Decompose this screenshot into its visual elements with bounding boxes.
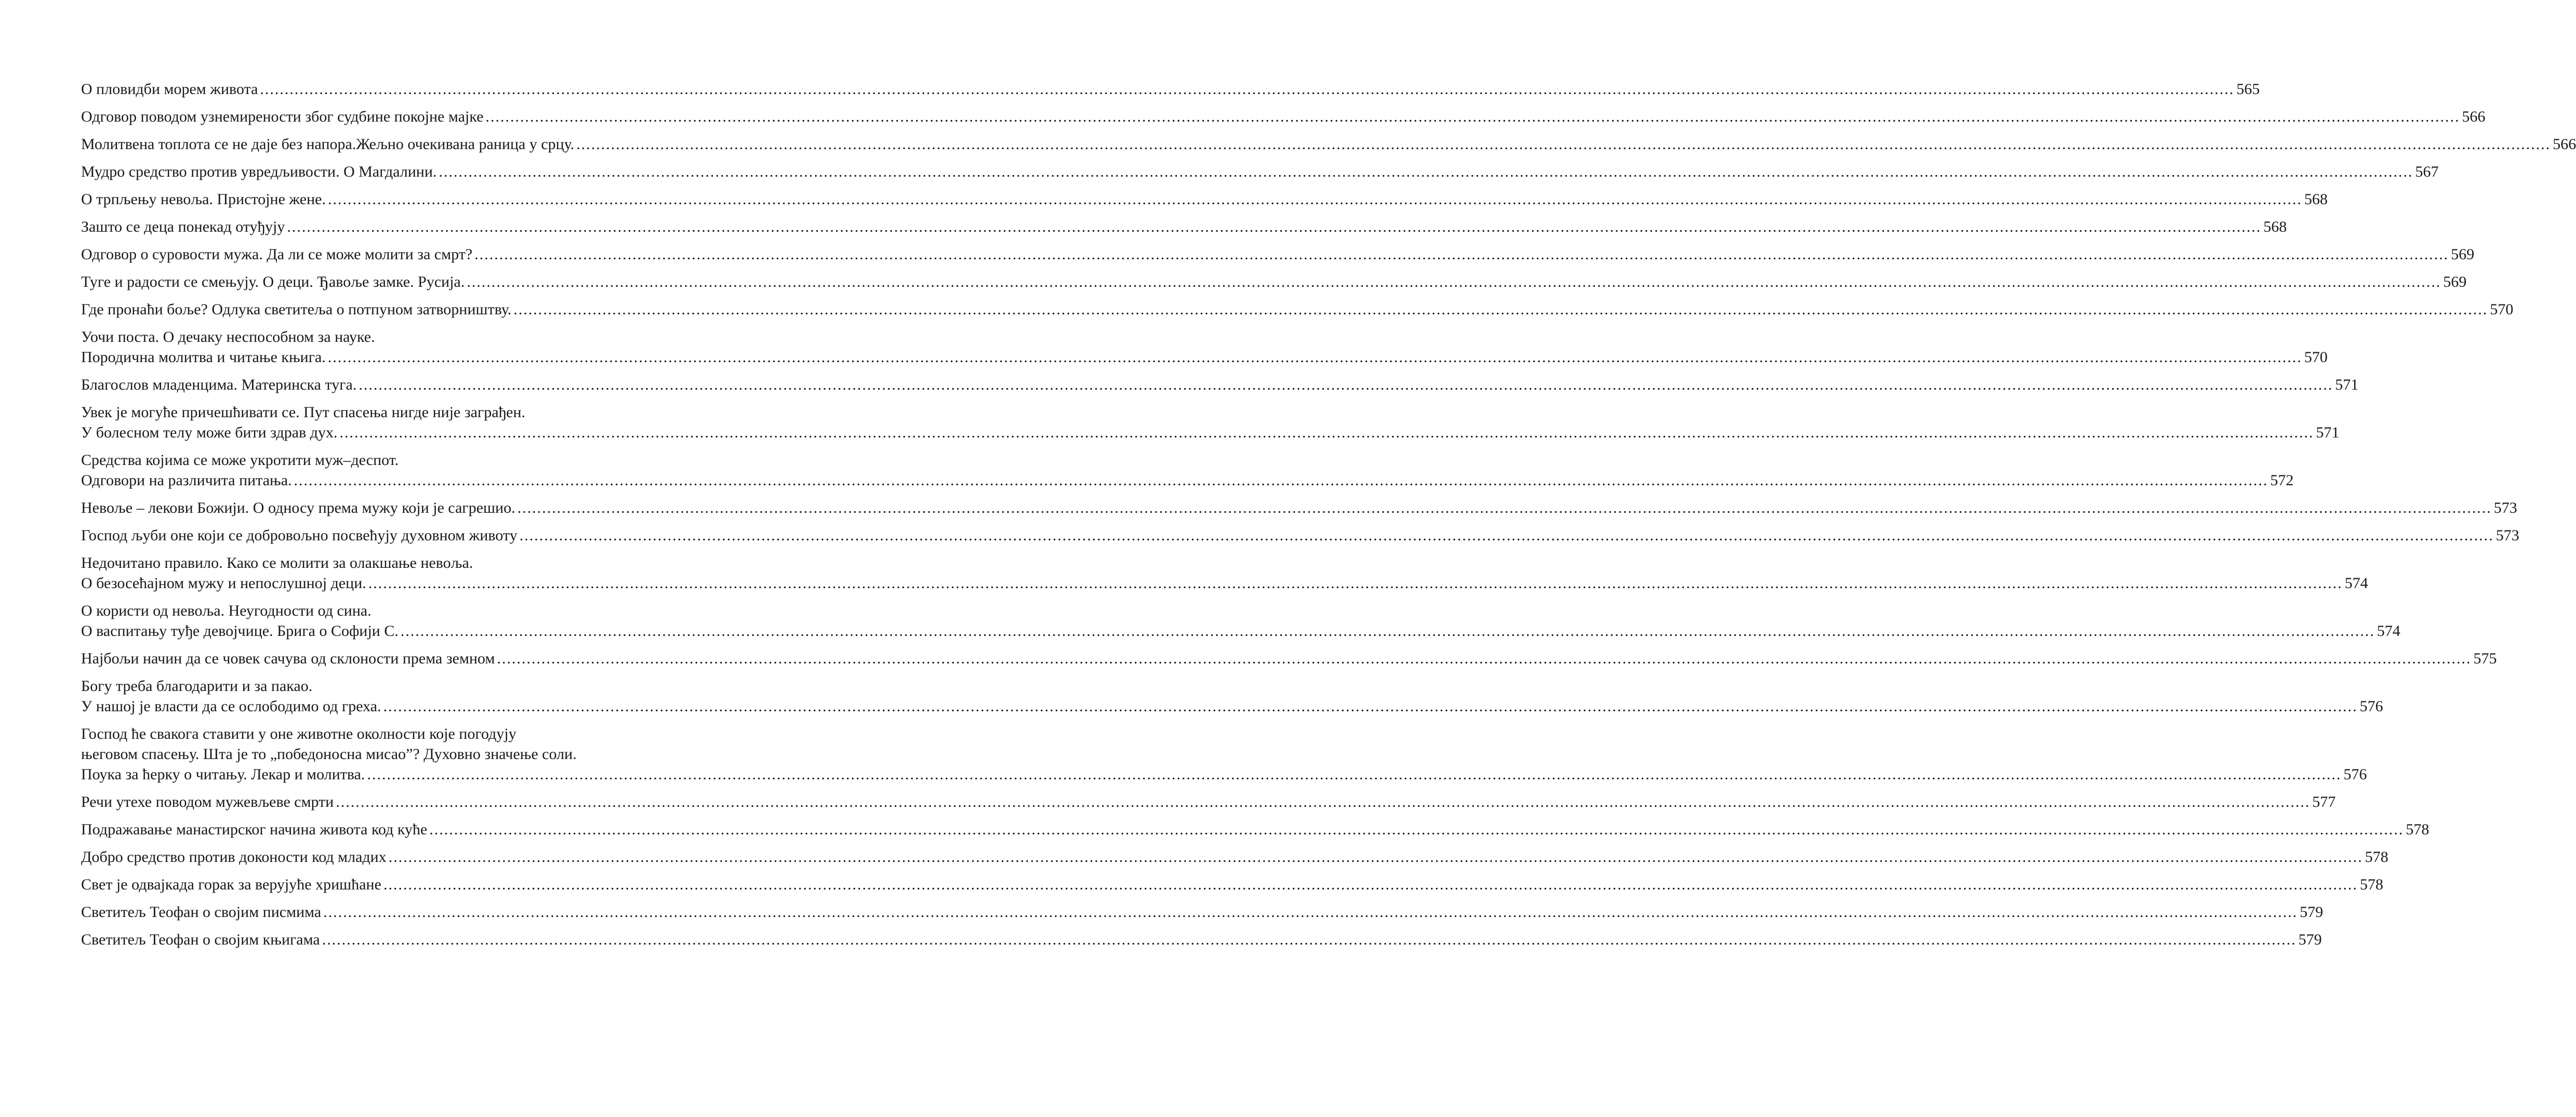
toc-entry-row <box>81 792 2336 812</box>
toc-entry-title-line: Поука за ћерку о читању. Лекар и молитва. <box>81 766 365 783</box>
toc-entry <box>81 299 2514 320</box>
dot-leader: ................................................................................................................................................................................................................................................................................................................................................................................................................ <box>519 527 2494 544</box>
toc-entry-title-line: Недочитано правило. Како се молити за олакшање невоља. <box>81 554 473 571</box>
toc-entry-row <box>81 819 2429 840</box>
toc-entry-page-number: 565 <box>2236 81 2260 98</box>
toc-entry-page-number: 572 <box>2270 472 2294 489</box>
toc-entry-page-number: 577 <box>2312 793 2336 810</box>
toc-entry-page-number: 574 <box>2376 622 2400 640</box>
toc-entry <box>81 79 2260 99</box>
toc-entry <box>81 162 2439 182</box>
toc-entry-row <box>81 375 2359 395</box>
toc-entry-row <box>81 272 2467 292</box>
dot-leader: ................................................................................................................................................................................................................................................................................................................................................................................................................ <box>336 793 2311 810</box>
toc-entry-row <box>81 696 2383 716</box>
dot-leader: ................................................................................................................................................................................................................................................................................................................................................................................................................ <box>294 472 2268 489</box>
toc-entry-page-number: 574 <box>2344 575 2368 592</box>
toc-entry-title-line: његовом спасењу. Шта је то „победоносна мисао”? Духовно значење соли. <box>81 746 577 763</box>
toc-entry-page-number: 571 <box>2335 376 2359 393</box>
toc-entry <box>81 134 2576 154</box>
dot-leader: ................................................................................................................................................................................................................................................................................................................................................................................................................ <box>323 903 2298 921</box>
toc-entry-title-line: Господ љуби оне који се добровољно посвећују духовном животу <box>81 527 517 544</box>
toc-entry-page-number: 568 <box>2304 191 2328 208</box>
toc-entry-row <box>81 217 2287 237</box>
toc-entry-page-number: 578 <box>2365 848 2388 866</box>
toc-entry-title-line: Одговор о суровости мужа. Да ли се може молити за смрт? <box>81 246 473 263</box>
toc-entry-page-number: 571 <box>2316 424 2340 441</box>
toc-entry-title-line: Увек је могуће причешћивати се. Пут спасења нигде није заграђен. <box>81 404 525 421</box>
toc-entry-title-line: Светитељ Теофан о својим књигама <box>81 931 320 948</box>
toc-entry-title-line: Уочи поста. О дечаку неспособном за науке. <box>81 328 375 345</box>
toc-entry-row <box>81 134 2576 154</box>
toc-entry-page-number: 569 <box>2451 246 2475 263</box>
toc-entry-row <box>81 874 2383 895</box>
toc-entry <box>81 327 2328 367</box>
toc-entry-title-line: Породична молитва и читање књига. <box>81 349 326 366</box>
toc-entry <box>81 724 2367 784</box>
toc-entry-title-line: Богу треба благодарити и за пакао. <box>81 677 313 695</box>
dot-leader: ................................................................................................................................................................................................................................................................................................................................................................................................................ <box>327 191 2302 208</box>
dot-leader: ................................................................................................................................................................................................................................................................................................................................................................................................................ <box>517 499 2492 516</box>
table-of-contents <box>81 79 2576 957</box>
toc-entry-row <box>81 764 2367 784</box>
toc-entry-row <box>81 498 2517 518</box>
toc-entry-row <box>81 525 2519 546</box>
toc-entry-title-line: Туге и радости се смењују. О деци. Ђавоље замке. Русија. <box>81 273 465 290</box>
toc-entry-row <box>81 299 2514 320</box>
toc-entry-title-line: Благослов младенцима. Материнска туга. <box>81 376 357 393</box>
toc-entry-page-number: 573 <box>2495 527 2519 544</box>
toc-entry-row <box>81 347 2328 367</box>
dot-leader: ................................................................................................................................................................................................................................................................................................................................................................................................................ <box>467 273 2441 290</box>
toc-entry <box>81 525 2519 546</box>
toc-entry-page-number: 573 <box>2493 499 2517 516</box>
toc-entry-title-line: Речи утехе поводом мужевљеве смрти <box>81 793 334 810</box>
toc-entry-page-number: 566 <box>2553 136 2576 153</box>
toc-entry <box>81 272 2467 292</box>
toc-entry-page-number: 576 <box>2359 698 2383 715</box>
toc-entry <box>81 792 2336 812</box>
toc-entry-row <box>81 79 2260 99</box>
toc-entry-title-line: Невоље – лекови Божији. О односу према мужу који је сагрешио. <box>81 499 515 516</box>
toc-entry-row <box>81 902 2323 922</box>
dot-leader: ................................................................................................................................................................................................................................................................................................................................................................................................................ <box>322 931 2296 948</box>
dot-leader: ................................................................................................................................................................................................................................................................................................................................................................................................................ <box>429 821 2404 838</box>
toc-entry-page-number: 579 <box>2298 931 2322 948</box>
dot-leader: ................................................................................................................................................................................................................................................................................................................................................................................................................ <box>388 848 2363 866</box>
toc-entry-row <box>81 621 2400 641</box>
toc-entry <box>81 874 2383 895</box>
toc-entry <box>81 498 2517 518</box>
dot-leader: ................................................................................................................................................................................................................................................................................................................................................................................................................ <box>439 163 2413 180</box>
toc-entry-title-line: О користи од невоља. Неугодности од сина. <box>81 602 371 619</box>
dot-leader: ................................................................................................................................................................................................................................................................................................................................................................................................................ <box>400 622 2375 640</box>
toc-entry-page-number: 576 <box>2343 766 2367 783</box>
toc-entry-title-line: О пловидби морем живота <box>81 81 258 98</box>
dot-leader: ................................................................................................................................................................................................................................................................................................................................................................................................................ <box>383 876 2358 893</box>
toc-entry-row <box>81 648 2497 669</box>
toc-entry-page-number: 575 <box>2473 650 2497 667</box>
dot-leader: ................................................................................................................................................................................................................................................................................................................................................................................................................ <box>339 424 2314 441</box>
dot-leader: ................................................................................................................................................................................................................................................................................................................................................................................................................ <box>497 650 2472 667</box>
toc-entry-page-number: 579 <box>2300 903 2323 921</box>
toc-entry-row <box>81 244 2475 264</box>
dot-leader: ................................................................................................................................................................................................................................................................................................................................................................................................................ <box>485 108 2460 125</box>
dot-leader: ................................................................................................................................................................................................................................................................................................................................................................................................................ <box>368 575 2343 592</box>
toc-entry-row <box>81 162 2439 182</box>
dot-leader: ................................................................................................................................................................................................................................................................................................................................................................................................................ <box>260 81 2235 98</box>
toc-entry-title-line: У нашој је власти да се ослободимо од греха. <box>81 698 381 715</box>
toc-entry-title-line: Мудро средство против увредљивости. О Магдалини. <box>81 163 437 180</box>
toc-entry-title-line: Молитвена топлота се не даје без напора.Жељно очекивана раница у срцу. <box>81 136 575 153</box>
toc-entry <box>81 189 2328 209</box>
toc-entry-row <box>81 422 2340 443</box>
toc-entry-page-number: 569 <box>2443 273 2467 290</box>
toc-entry-row <box>81 929 2322 950</box>
toc-entry-title-line: Подражавање манастирског начина живота код куће <box>81 821 428 838</box>
dot-leader: ................................................................................................................................................................................................................................................................................................................................................................................................................ <box>367 766 2342 783</box>
toc-entry-title-line: О трпљењу невоља. Пристојне жене. <box>81 191 326 208</box>
toc-entry <box>81 819 2429 840</box>
toc-entry <box>81 676 2383 716</box>
toc-entry-title-line: Добро средство против доконости код младих <box>81 848 387 866</box>
toc-entry-title-line: Свет је одвајкада горак за верујуће хришћане <box>81 876 381 893</box>
toc-entry <box>81 929 2322 950</box>
dot-leader: ................................................................................................................................................................................................................................................................................................................................................................................................................ <box>358 376 2333 393</box>
dot-leader: ................................................................................................................................................................................................................................................................................................................................................................................................................ <box>383 698 2358 715</box>
toc-entry <box>81 648 2497 669</box>
toc-entry <box>81 450 2294 490</box>
toc-entry-title-line: Где пронаћи боље? Одлука светитеља о потпуном затворништву. <box>81 301 512 318</box>
toc-entry-row <box>81 573 2368 593</box>
dot-leader: ................................................................................................................................................................................................................................................................................................................................................................................................................ <box>576 136 2551 153</box>
toc-entry-title-line: Одговор поводом узнемирености због судбине покојне мајке <box>81 108 484 125</box>
toc-entry-page-number: 566 <box>2462 108 2486 125</box>
toc-entry <box>81 902 2323 922</box>
dot-leader: ................................................................................................................................................................................................................................................................................................................................................................................................................ <box>474 246 2449 263</box>
toc-entry-page-number: 578 <box>2406 821 2429 838</box>
toc-entry <box>81 107 2486 127</box>
toc-entry <box>81 217 2287 237</box>
toc-entry-page-number: 570 <box>2490 301 2514 318</box>
toc-entry <box>81 244 2475 264</box>
toc-entry-title-line: О васпитању туђе девојчице. Брига о Софији С. <box>81 622 399 640</box>
toc-entry-row <box>81 470 2294 490</box>
toc-entry-title-line: Господ ће свакога ставити у оне животне околности које погодују <box>81 725 516 742</box>
toc-entry <box>81 375 2359 395</box>
toc-entry-page-number: 568 <box>2263 218 2287 235</box>
toc-entry-row <box>81 107 2486 127</box>
toc-entry-page-number: 578 <box>2359 876 2383 893</box>
dot-leader: ................................................................................................................................................................................................................................................................................................................................................................................................................ <box>327 349 2302 366</box>
dot-leader: ................................................................................................................................................................................................................................................................................................................................................................................................................ <box>287 218 2262 235</box>
toc-entry-title-line: Одговори на различита питања. <box>81 472 292 489</box>
toc-entry-title-line: Светитељ Теофан о својим писмима <box>81 903 322 921</box>
toc-entry-title-line: У болесном телу може бити здрав дух. <box>81 424 338 441</box>
toc-entry-title-line: Средства којима се може укротити муж–деспот. <box>81 451 399 469</box>
toc-entry-title-line: Најбољи начин да се човек сачува од склоности према земном <box>81 650 495 667</box>
toc-entry-title-line: О безосећајном мужу и непослушној деци. <box>81 575 366 592</box>
toc-entry <box>81 402 2340 443</box>
toc-entry-page-number: 567 <box>2415 163 2439 180</box>
toc-entry-row <box>81 189 2328 209</box>
dot-leader: ................................................................................................................................................................................................................................................................................................................................................................................................................ <box>513 301 2488 318</box>
toc-entry-page-number: 570 <box>2304 349 2328 366</box>
toc-entry <box>81 847 2388 867</box>
toc-entry-title-line: Зашто се деца понекад отуђују <box>81 218 285 235</box>
toc-entry-row <box>81 847 2388 867</box>
toc-entry <box>81 553 2368 593</box>
toc-entry <box>81 601 2400 641</box>
